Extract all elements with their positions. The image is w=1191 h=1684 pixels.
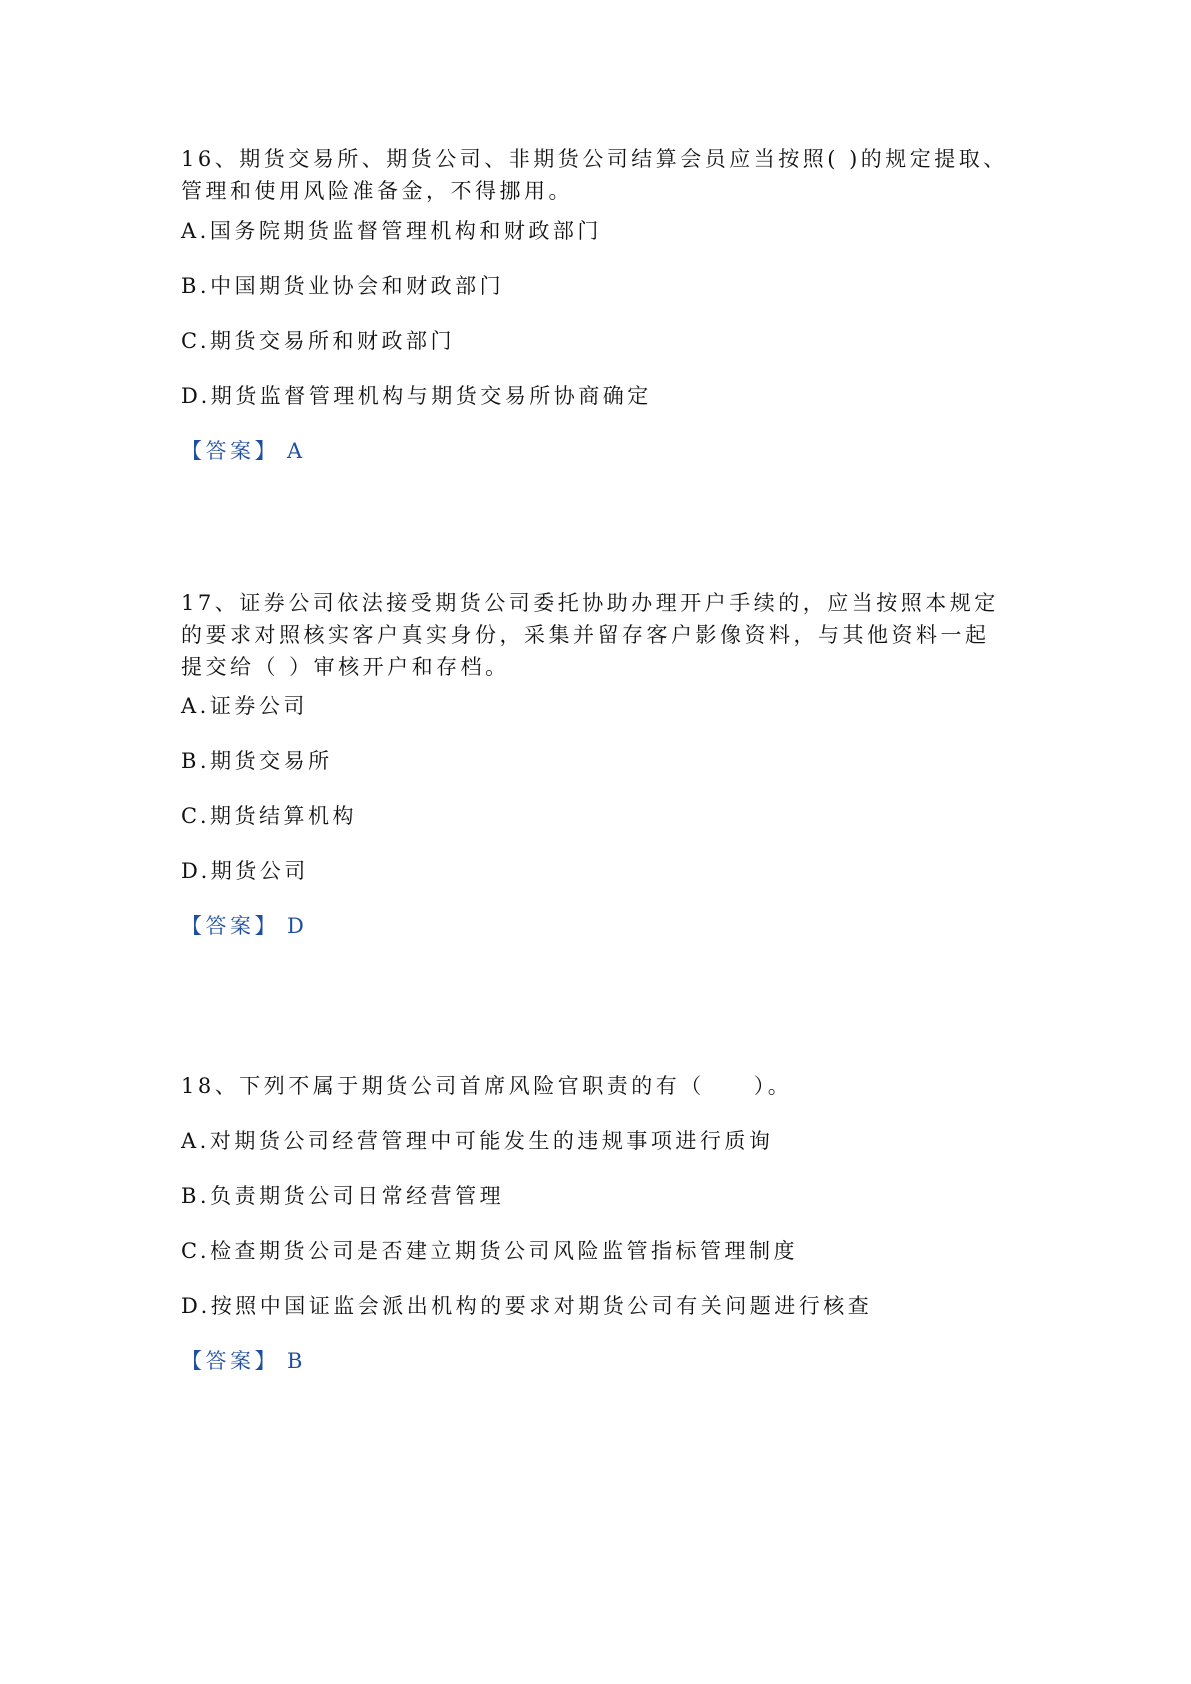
answer-label: 【答案】 xyxy=(181,914,279,938)
answer-line xyxy=(181,436,306,466)
answer-label: 【答案】 xyxy=(181,439,279,463)
answer-value: D xyxy=(287,914,308,938)
answer-value: B xyxy=(287,1349,306,1373)
question-17 xyxy=(181,587,1011,967)
question-18 xyxy=(181,1070,1011,1400)
question-stem: 17、证券公司依法接受期货公司委托协助办理开户手续的，应当按照本规定的要求对照核实客户真实身份，采集并留存客户影像资料，与其他资料一起提交给（ ）审核开户和存档。 xyxy=(181,591,999,679)
option-a: A.对期货公司经营管理中可能发生的违规事项进行质询 xyxy=(181,1129,774,1153)
answer-line xyxy=(181,911,307,941)
answer-label: 【答案】 xyxy=(181,1349,279,1373)
option-d: D.按照中国证监会派出机构的要求对期货公司有关问题进行核查 xyxy=(181,1294,873,1318)
option-b: B.负责期货公司日常经营管理 xyxy=(181,1184,505,1208)
answer-line xyxy=(181,1346,306,1376)
option-d: D.期货监督管理机构与期货交易所协商确定 xyxy=(181,384,652,408)
option-b: B.期货交易所 xyxy=(181,749,333,773)
option-c: C.期货交易所和财政部门 xyxy=(181,329,455,353)
answer-value: A xyxy=(287,439,306,463)
option-b: B.中国期货业协会和财政部门 xyxy=(181,274,505,298)
question-16 xyxy=(181,143,1011,503)
question-stem: 18、下列不属于期货公司首席风险官职责的有（ ）。 xyxy=(181,1074,793,1098)
option-c: C.检查期货公司是否建立期货公司风险监管指标管理制度 xyxy=(181,1239,798,1263)
question-stem: 16、期货交易所、期货公司、非期货公司结算会员应当按照( )的规定提取、管理和使用风险准备金，不得挪用。 xyxy=(181,147,1008,203)
option-d: D.期货公司 xyxy=(181,859,309,883)
option-a: A.证券公司 xyxy=(181,694,308,718)
option-c: C.期货结算机构 xyxy=(181,804,357,828)
option-a: A.国务院期货监督管理机构和财政部门 xyxy=(181,219,602,243)
